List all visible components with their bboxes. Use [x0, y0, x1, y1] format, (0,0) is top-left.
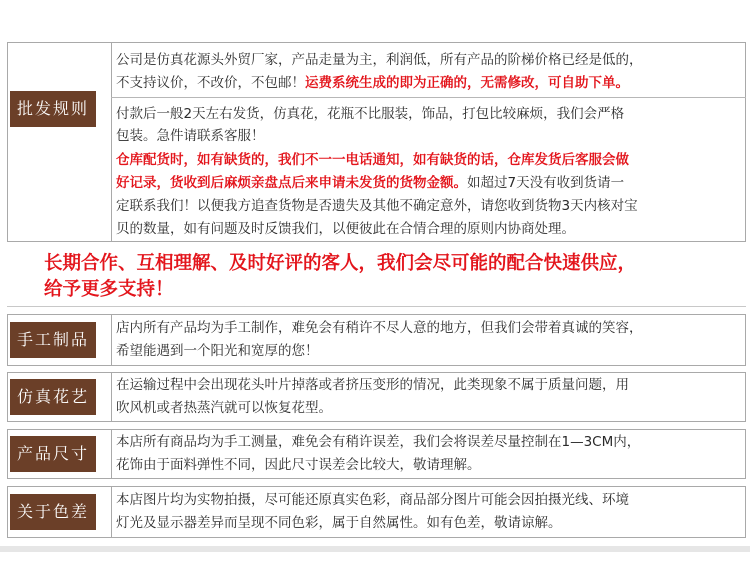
product-size-text-line: 本店所有商品均为手工测量，难免会有稍许误差，我们会将误差尽量控制在1—3CM内，: [116, 434, 641, 450]
divider: [111, 42, 112, 242]
shipping-text-highlight: 仓库配货时，如有缺货的，我们不一一电话通知，如有缺货的话，仓库发货后客服会做: [116, 152, 629, 168]
banner-line: 长期合作、互相理解、及时好评的客人，我们会尽可能的配合快速供应，: [44, 253, 637, 274]
color-difference-text-line: 灯光及显示器差异而呈现不同色彩，属于自然属性。如有色差，敬请谅解。: [116, 515, 562, 531]
shipping-text-line: 定联系我们！以便我方追查货物是否遗失及其他不确定意外，请您收到货物3天内核对宝: [116, 198, 638, 214]
wholesale-text-normal: 不支持议价，不改价，不包邮！: [116, 75, 305, 91]
divider: [111, 372, 112, 422]
handmade-label: 手工制品: [10, 322, 96, 358]
shipping-text-line: [116, 172, 624, 194]
shipping-text-line: 贝的数量，如有问题及时反馈我们，以便彼此在合情合理的原则内协商处理。: [116, 221, 575, 237]
divider: [7, 306, 746, 307]
wholesale-text-highlight: 运费系统生成的即为正确的，无需修改，可自助下单。: [305, 75, 629, 91]
artificial-flower-label: 仿真花艺: [10, 379, 96, 415]
wholesale-text-line: [116, 72, 629, 94]
shipping-text-highlight: 好记录，货收到后麻烦亲盘点后来申请未发货的货物金额。: [116, 175, 467, 191]
shipping-text-line: 包装。急件请联系客服！: [116, 128, 265, 144]
divider: [111, 314, 112, 366]
shipping-text-line: 付款后一般2天左右发货，仿真花，花瓶不比服装，饰品，打包比较麻烦，我们会严格: [116, 106, 625, 122]
handmade-text-line: 希望能遇到一个阳光和宽厚的您！: [116, 343, 319, 359]
color-difference-text-line: 本店图片均为实物拍摄，尽可能还原真实色彩，商品部分图片可能会因拍摄光线、环境: [116, 492, 629, 508]
color-difference-label: 关于色差: [10, 494, 96, 530]
shipping-text-normal: 如超过7天没有收到货请一: [467, 175, 625, 191]
bottom-strip: [0, 546, 750, 552]
divider: [111, 97, 746, 98]
divider: [111, 429, 112, 479]
handmade-text-line: 店内所有产品均为手工制作，难免会有稍许不尽人意的地方，但我们会带着真诚的笑容，: [116, 320, 643, 336]
wholesale-text-line: 公司是仿真花源头外贸厂家，产品走量为主，利润低，所有产品的阶梯价格已经是低的，: [116, 52, 643, 68]
wholesale-rules-label: 批发规则: [10, 91, 96, 127]
artificial-flower-text-line: 吹风机或者热蒸汽就可以恢复花型。: [116, 400, 332, 416]
artificial-flower-text-line: 在运输过程中会出现花头叶片掉落或者挤压变形的情况，此类现象不属于质量问题，用: [116, 377, 629, 393]
banner-line: 给予更多支持！: [44, 279, 174, 300]
product-size-label: 产品尺寸: [10, 436, 96, 472]
product-size-text-line: 花饰由于面料弹性不同，因此尺寸误差会比较大，敬请理解。: [116, 457, 481, 473]
divider: [111, 486, 112, 538]
